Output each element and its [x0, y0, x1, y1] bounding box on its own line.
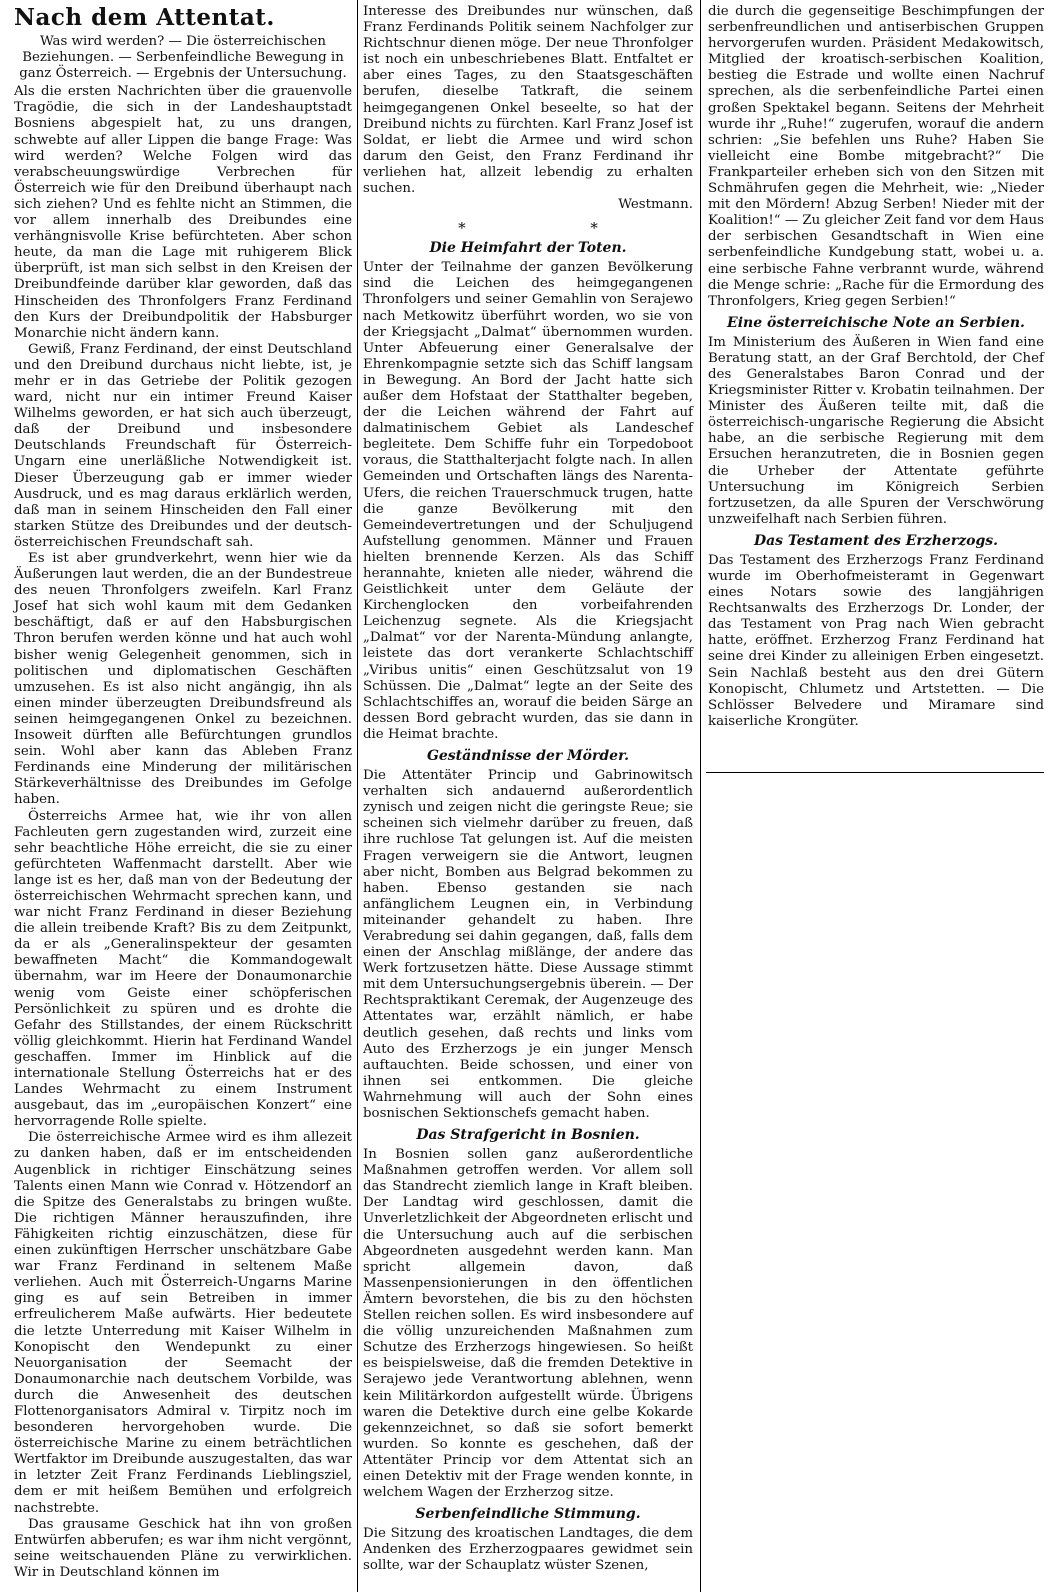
column-rule	[357, 0, 358, 1592]
author-signature: Westmann.	[618, 197, 693, 213]
paragraph: Die österreichische Armee wird es ihm allezeit zu danken haben, daß er im entscheidenden Augenblick in richtiger Einschätzung seines Talents einen Mann wie Conrad v. Hötzendorf an die Spitze des Generalstabs zu bringen wußte. Die richtigen Männer herauszufinden, ihre Fähigkeiten richtig einzuschätzen, diese für einen zukünftigen Herrscher unschätzbare Gabe war Franz Ferdinand in seltenem Maße verliehen. Auch mit Österreich-Ungarns Marine ging es auf sein Betreiben in immer erfreulicherem Maße aufwärts. Hier bedeutete die letzte Unterredung mit Kaiser Wilhelm in Konopischt den Wendepunkt zu einer Neuorganisation der Seemacht der Donaumonarchie nach deutschem Vorbilde, was durch die Anwesenheit des deutschen Flottenorganisators Admiral v. Tirpitz noch im besonderen hervorgehoben wurde. Die österreichische Marine zu einem beträchtlichen Wertfaktor im Dreibunde auszugestalten, das war in letzter Zeit Franz Ferdinands Lieblingsziel, dem er mit heißem Bemühen und erfolgreich nachstrebte.	[14, 1130, 352, 1516]
section-heading: Das Strafgericht in Bosnien.	[416, 1127, 640, 1144]
paragraph: Es ist aber grundverkehrt, wenn hier wie da Äußerungen laut werden, die an der Bundestreue des neuen Thronfolgers zweifeln. Karl Franz Josef hat sich wohl kaum mit dem Gedanken beschäftigt, daß er auf den Habsburgischen Thron berufen werden könne und hat auch wohl bisher wenig Gelegenheit genommen, sich in politischen und diplomatischen Geschäften umzusehen. Es ist also nicht angängig, ihn als einen minder überzeugten Dreibundsfreund als seinen heimgegangenen Onkel zu bezeichnen. Insoweit dürften alle Befürchtungen grundlos sein. Wohl aber kann das Ableben Franz Ferdinands eine Minderung der militärischen Stärkeverhältnisse des Dreibundes im Gefolge haben.	[14, 551, 352, 808]
paragraph: Interesse des Dreibundes nur wünschen, daß Franz Ferdinands Politik seinem Nachfolger zur Richtschnur dienen möge. Der neue Thronfolger ist noch ein unbeschriebenes Blatt. Entfaltet er aber eines Tages, zu den Staatsgeschäften berufen, dieselbe Tatkraft, die seinem heimgegangenen Onkel beseelte, so hat der Dreibund nichts zu fürchten. Karl Franz Josef ist Soldat, er liebt die Armee und wird schon darum den Geist, den Franz Ferdinand ihr verliehen hat, allzeit lebendig zu erhalten suchen.	[363, 4, 693, 197]
article-subheadline: Was wird werden? — Die österreichischen Beziehungen. — Serbenfeindliche Bewegung in ganz Österreich. — Ergebnis der Untersuchung.	[19, 34, 347, 82]
section-heading: Die Heimfahrt der Toten.	[429, 240, 627, 257]
paragraph: Gewiß, Franz Ferdinand, der einst Deutschland und den Dreibund durchaus nicht liebte, ist, je mehr er in das Getriebe der Politik gezogen ward, nicht nur ein intimer Freund Kaiser Wilhelms geworden, er hat sich auch überzeugt, daß der Dreibund und insbesondere Deutschlands Freundschaft für Österreich-Ungarn eine unerläßliche Notwendigkeit ist. Dieser Überzeugung gab er immer wieder Ausdruck, und es mag daraus erklärlich werden, daß man in seinem Hinscheiden den Fall einer starken Stütze des Dreibundes und der deutsch-österreichischen Freundschaft sah.	[14, 341, 352, 550]
section-heading: Das Testament des Erzherzogs.	[753, 532, 999, 549]
paragraph: Im Ministerium des Äußeren in Wien fand eine Beratung statt, an der Graf Berchtold, der Chef des Generalstabes Baron Conrad und der Kriegsminister Ritter v. Krobatin teilnahmen. Der Minister des Äußeren teilte mit, daß die österreichisch-ungarische Regierung die Absicht habe, an die serbische Regierung mit dem Ersuchen heranzutreten, die in Bosnien gegen die Urheber der Attentate geführte Untersuchung im Königreich Serbien fortzusetzen, da alle Spuren der Verschwörung unzweifelhaft nach Serbien führen.	[708, 334, 1044, 527]
paragraph: Unter der Teilnahme der ganzen Bevölkerung sind die Leichen des heimgegangenen Thronfolgers und seiner Gemahlin von Serajewo nach Metkowitz überführt worden, wo sie von der Kriegsjacht „Dalmat“ übernommen wurden. Unter Abfeuerung einer Generalsalve der Ehrenkompagnie setzte sich das Schiff langsam in Bewegung. An Bord der Jacht hatte sich außer dem Hofstaat der Statthalter begeben, der die Leichen während der Fahrt auf dalmatinischem Gebiet als Landeschef begleitete. Dem Schiffe fuhr ein Torpedoboot voraus, die Statthalterjacht folgte nach. In allen Gemeinden und Ortschaften längs des Narenta-Ufers, die reichen Trauerschmuck trugen, hatte die ganze Bevölkerung mit den Gemeindevertretungen und der Schuljugend Aufstellung genommen. Männer und Frauen hielten brennende Kerzen. Als das Schiff herannahte, knieten alle nieder, während die Geistlichkeit unter dem Geläute der Kirchenglocken den vorbeifahrenden Leichenzug segnete. Als die Kriegsjacht „Dalmat“ vor der Narenta-Mündung anlangte, leistete das dort verankerte Schlachtschiff „Viribus unitis“ einen Geschützsalut von 19 Schüssen. Die „Dalmat“ legte an der Seite des Schlachtschiffes an, worauf die beiden Särge an dessen Bord gebracht wurden, das sie dann in die Heimat brachte.	[363, 260, 693, 742]
column-1	[14, 4, 352, 1590]
paragraph: Das Testament des Erzherzogs Franz Ferdinand wurde im Oberhofmeisteramt in Gegenwart eines Notars sowie des langjährigen Rechtsanwalts des Erzherzogs Dr. Londer, der das Testament von Prag nach Wien gebracht hatte, eröffnet. Erzherzog Franz Ferdinand hat seine drei Kinder zu alleinigen Erben eingesetzt. Sein Nachlaß besteht aus den drei Gütern Konopischt, Chlumetz und Artstetten. — Die Schlösser Belvedere und Miramare sind kaiserliche Krongüter.	[708, 552, 1044, 729]
column-3	[708, 4, 1044, 774]
paragraph: Die Sitzung des kroatischen Landtages, die dem Andenken des Erzherzogpaares gewidmet sein sollte, war der Schauplatz wüster Szenen,	[363, 1526, 693, 1574]
paragraph: Als die ersten Nachrichten über die grauenvolle Tragödie, die sich in der Landeshauptstadt Bosniens abgespielt hat, zu uns drangen, schwebte auf aller Lippen die bange Frage: Was wird werden? Welche Folgen wird das verabscheuungswürdige Verbrechen für Österreich wie für den Dreibund überhaupt nach sich ziehen? Und es fehlte nicht an Stimmen, die vor allem innerhalb des Dreibundes eine verhängnisvolle Krise befürchteten. Aber schon heute, da man die Lage mit ruhigerem Blick überprüft, ist man sich selbst in den Kreisen der Dreibundfeinde darüber klar geworden, daß das Hinscheiden des Thronfolgers Franz Ferdinand den Kurs der Dreibundpolitik der Habsburger Monarchie nicht ändern kann.	[14, 84, 352, 341]
section-heading: Eine österreichische Note an Serbien.	[727, 314, 1025, 331]
section-divider-stars: * *	[458, 219, 658, 238]
section-heading: Geständnisse der Mörder.	[426, 748, 630, 765]
article-headline: Nach dem Attentat.	[14, 4, 275, 31]
column-rule	[700, 0, 701, 1592]
paragraph: Das grausame Geschick hat ihn von großen Entwürfen abberufen; es war ihm nicht vergönnt, seine weitschauenden Pläne zu verwirklichen. Wir in Deutschland können im	[14, 1516, 352, 1580]
paragraph: Österreichs Armee hat, wie ihr von allen Fachleuten gern zugestanden wird, zurzeit eine sehr beachtliche Höhe erreicht, die sie zu einer gefürchteten Waffenmacht darstellt. Aber wie lange ist es her, daß man von der Bedeutung der österreichischen Wehrmacht sprechen kann, und war nicht Franz Ferdinand in dieser Beziehung die allein treibende Kraft? Bis zu dem Zeitpunkt, da er als „Generalinspekteur der gesamten bewaffneten Macht“ die Kommandogewalt übernahm, war im Heere der Donaumonarchie wenig vom Geiste einer schöpferischen Persönlichkeit zu spüren und es drohte die Gefahr des Stillstandes, der einem Rückschritt völlig gleichkommt. Hierin hat Ferdinand Wandel geschaffen. Immer im Hinblick auf die internationale Stellung Österreichs hat er des Landes Wehrmacht zu einem Instrument ausgebaut, das im „europäischen Konzert“ eine hervorragende Rolle spielte.	[14, 808, 352, 1130]
section-heading: Serbenfeindliche Stimmung.	[415, 1506, 641, 1523]
paragraph: Die Attentäter Princip und Gabrinowitsch verhalten sich andauernd außerordentlich zynisch und zeigen nicht die geringste Reue; sie scheinen sich vielmehr darüber zu freuen, daß ihre ruchlose Tat gelungen ist. Auf die meisten Fragen verweigern sie die Antwort, leugnen aber nicht, Bomben aus Belgrad bekommen zu haben. Ebenso gestanden sie nach anfänglichem Leugnen ein, in Verbindung miteinander gehandelt zu haben. Ihre Verabredung sei dahin gegangen, daß, falls dem einen der Anschlag mißlänge, der andere das Werk fortzusetzen hätte. Diese Aussage stimmt mit dem Untersuchungsergebnis überein. — Der Rechtspraktikant Ceremak, der Augenzeuge des Attentates war, erzählt nämlich, er habe deutlich gesehen, daß rechts und links vom Auto des Erzherzogs je ein junger Mensch auftauchten. Beide schossen, und einer von ihnen sei entkommen. Die gleiche Wahrnehmung will auch der Sohn eines bosnischen Sektionschefs gemacht haben.	[363, 768, 693, 1121]
paragraph: die durch die gegenseitige Beschimpfungen der serbenfreundlichen und antiserbischen Gruppen hervorgerufen wurden. Präsident Medakowitsch, Mitglied der kroatisch-serbischen Koalition, bestieg die Estrade und wollte einen Nachruf sprechen, als die serbenfeindliche Partei einen großen Spektakel begann. Seitens der Mehrheit wurde ihr „Ruhe!“ zugerufen, worauf die andern schrien: „Sie befehlen uns Ruhe? Haben Sie vielleicht eine Bombe mitgebracht?“ Die Frankparteiler erheben sich von den Sitzen mit Schmährufen gegen die Mehrheit, wie: „Nieder mit den Mördern! Abzug Serben! Nieder mit der Koalition!“ — Zu gleicher Zeit fand vor dem Haus der serbischen Gesandtschaft in Wien eine serbenfeindliche Kundgebung statt, wobei u. a. eine serbische Fahne verbrannt wurde, während die Menge schrie: „Rache für die Ermordung des Thronfolgers, Krieg gegen Serbien!“	[708, 4, 1044, 309]
column-2	[363, 4, 693, 1590]
paragraph: In Bosnien sollen ganz außerordentliche Maßnahmen getroffen werden. Vor allem soll das Standrecht ziemlich lange in Kraft bleiben. Der Landtag wird geschlossen, damit die Unverletzlichkeit der Abgeordneten erlischt und die Untersuchung auch auf die serbischen Abgeordneten ausgedehnt werden kann. Man spricht allgemein davon, daß Massenpensionierungen in den öffentlichen Ämtern bevorstehen, die bis zu den höchsten Stellen reichen sollen. Es wird insbesondere auf die völlig unzureichenden Maßnahmen zum Schutze des Erzherzogs hingewiesen. So heißt es beispielsweise, daß die fremden Detektive in Serajewo jede Verantwortung ablehnen, wenn kein Militärkordon aufgestellt würde. Übrigens waren die Detektive durch eine gelbe Kokarde gekennzeichnet, so daß sie sofort bemerkt wurden. So konnte es geschehen, daß der Attentäter Princip vor dem Attentat sich an einen Detektiv mit der Frage wenden konnte, in welchem Wagen der Erzherzog sitze.	[363, 1147, 693, 1501]
